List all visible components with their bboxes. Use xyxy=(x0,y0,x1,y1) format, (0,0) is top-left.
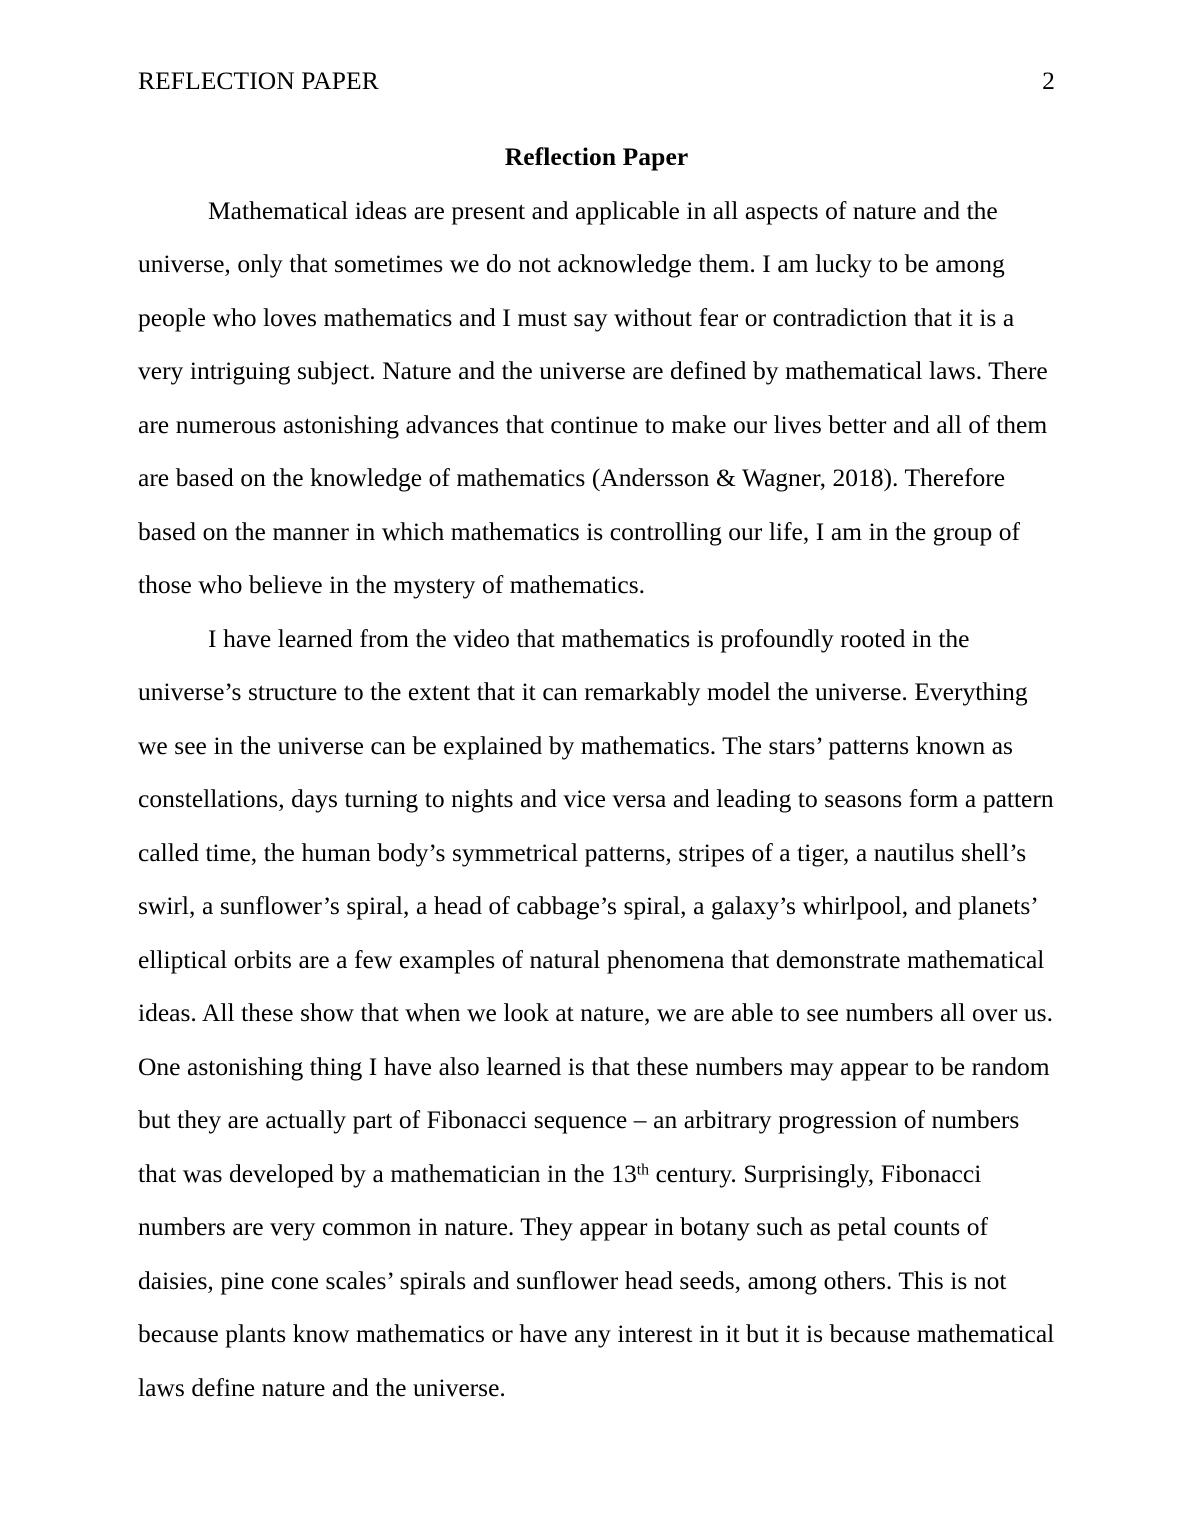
document-body xyxy=(138,130,1055,1414)
ordinal-suffix-superscript: th xyxy=(636,1160,649,1178)
running-head xyxy=(138,66,1055,95)
paragraph-2-text-after-superscript: century. Surprisingly, Fibonacci numbers are very common in nature. They appear in botany such as petal counts of daisies, pine cone scales’ spirals and sunflower head seeds, among others. This is not because plants know mathematics or have any interest in it but it is because mathematical laws define nature and the universe. xyxy=(138,1158,1055,1402)
paragraph-1: Mathematical ideas are present and applicable in all aspects of nature and the universe, only that sometimes we do not acknowledge them. I am lucky to be among people who loves mathematics and I must say without fear or contradiction that it is a very intriguing subject. Nature and the universe are defined by mathematical laws. There are numerous astonishing advances that continue to make our lives better and all of them are based on the knowledge of mathematics (Andersson & Wagner, 2018). Therefore based on the manner in which mathematics is controlling our life, I am in the group of those who believe in the mystery of mathematics. xyxy=(138,195,1048,599)
running-head-title: REFLECTION PAPER xyxy=(138,66,379,95)
paragraph-2-text-before-superscript: I have learned from the video that mathematics is profoundly rooted in the universe’s structure to the extent that it can remarkably model the universe. Everything we see in the universe can be explained by mathematics. The stars’ patterns known as constellations, days turning to nights and vice versa and leading to seasons form a pattern called time, the human body’s symmetrical patterns, stripes of a tiger, a nautilus shell’s swirl, a sunflower’s spiral, a head of cabbage’s spiral, a galaxy’s whirlpool, and planets’ elliptical orbits are a few examples of natural phenomena that demonstrate mathematical ideas. All these show that when we look at nature, we are able to see numbers all over us. One astonishing thing I have also learned is that these numbers may appear to be random but they are actually part of Fibonacci sequence – an arbitrary progression of numbers that was developed by a mathematician in the 13 xyxy=(138,623,1054,1188)
page-title: Reflection Paper xyxy=(504,142,689,171)
paragraph-2 xyxy=(138,612,1055,1415)
page-number: 2 xyxy=(1042,66,1055,95)
